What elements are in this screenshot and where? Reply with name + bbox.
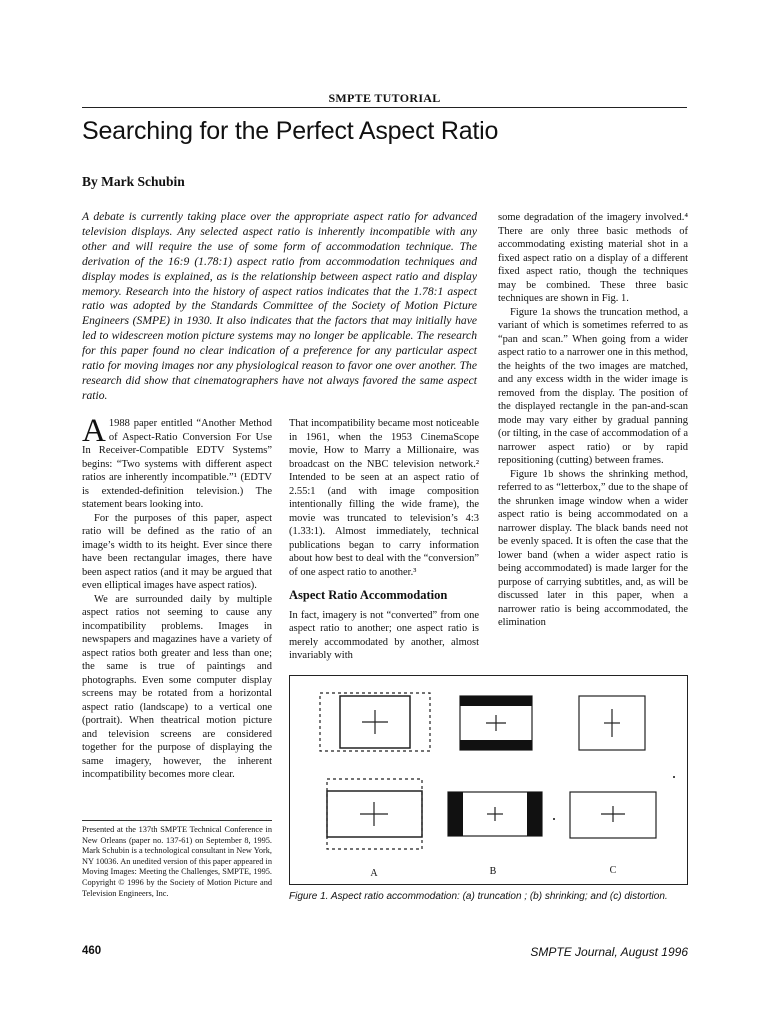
paragraph [82, 413, 272, 512]
drop-cap: A [82, 413, 106, 449]
footnote-rule [82, 820, 272, 821]
label-c: C [609, 865, 617, 876]
page-number: 460 [82, 945, 102, 957]
section-heading: Aspect Ratio Accommodation [289, 588, 448, 602]
paragraph-text: 1988 paper entitled “Another Method of Aspect-Ratio Conversion For Use In Receiver-Compatible EDTV Systems” begins: “Two systems with different aspect ratios are inherently incompatible.”¹ (EDTV is extended-definition television.) The statement bears looking into. [82, 418, 272, 510]
author-byline: By Mark Schubin [82, 174, 185, 189]
stray-mark [673, 776, 675, 778]
journal-footer: SMPTE Journal, August 1996 [530, 945, 688, 959]
paragraph: some degradation of the imagery involved.⁴ There are only three basic methods of accommodating existing material shot in a fixed aspect ratio on a display of a different fixed aspect ratio, though the techniques may be combined. These three basic techniques are shown in Fig. 1. [498, 212, 688, 304]
label-a: A [370, 868, 378, 879]
figure-diagram [290, 676, 689, 886]
column-3 [498, 211, 688, 630]
footnote: Presented at the 137th SMPTE Technical Conference in New Orleans (paper no. 137-61) on September 8, 1995. Mark Schubin is a technological consultant in New York, NY 10036. An unedited version of this paper appeared in Moving Images: Meeting the Challenges, SMPTE, 1995. Copyright © 1996 by the Society of Motion Picture and Television Engineers, Inc. [82, 825, 272, 898]
pillarbox-right-band [527, 792, 542, 836]
paragraph: In fact, imagery is not “converted” from one aspect ratio to another; one aspect ratio is merely accommodated by another, almost invariably with [289, 609, 479, 661]
paragraph: For the purposes of this paper, aspect ratio will be defined as the ratio of an image’s width to its height. Ever since there have been rectangular images, there have been aspect ratios (and it may be argued that even elliptical images have aspect ratios). [82, 512, 272, 591]
label-b: B [489, 866, 497, 877]
abstract: A debate is currently taking place over the appropriate aspect ratio for advanced television displays. Any selected aspect ratio is inherently incompatible with any other and will require the use of some form of accommodation technique. The derivation of the 16:9 (1.78:1) aspect ratio from accommodation techniques and display modes is explained, as is the relationship between aspect ratio and display memory. Research into the history of aspect ratios indicates that the 1.78:1 aspect ratio was adopted by the Standards Committee of the Society of Motion Picture Engineers (SMPE) in 1930. It also indicates that the factors that may initially have led to widescreen motion picture systems may no longer be applicable. The research for this paper found no clear indication of a preference for any particular aspect ratio for moving images nor any physiological reason to favor one over another. The research did show that cinematographers have not always favored the same aspect ratio. [82, 210, 477, 402]
column-1 [82, 413, 272, 782]
figure-1 [289, 675, 688, 885]
article-title: Searching for the Perfect Aspect Ratio [82, 117, 499, 145]
header-rule [82, 107, 687, 108]
column-2 [289, 417, 479, 663]
figure-caption: Figure 1. Aspect ratio accommodation: (a) truncation ; (b) shrinking; and (c) distortion. [289, 891, 668, 902]
paragraph: That incompatibility became most noticeable in 1961, when the 1953 CinemaScope movie, How to Marry a Millionaire, was broadcast on the NBC television network.² Intended to be seen at an aspect ratio of 2.55:1 (and with image composition intentionally filling the wide frame), the movie was truncated to television’s 4:3 (1.33:1). Almost immediately, technical publications began to carry information about how best to deal with the “conversion” of one aspect ratio to another.³ [289, 418, 479, 578]
paragraph: We are surrounded daily by multiple aspect ratios not seeming to cause any incompatibility problems. Images in newspapers and magazines have a variety of aspect ratios both greater and less than one; the same is true of paintings and photographs. Even some computer display screens may be rotated from a horizontal aspect ratio (landscape) to a vertical one (portrait). When theatrical motion picture and television screens are considered together for the purpose of displaying the same imagery, however, the inherent incompatibility becomes more clear. [82, 593, 272, 780]
paragraph: Figure 1a shows the truncation method, a variant of which is sometimes referred to as “pan and scan.” When going from a wider aspect ratio to a narrower one in this method, the heights of the two images are matched, and any excess width in the wider image is removed from the display. The position of the displayed rectangle in the pan-and-scan mode may vary either by gradual panning (or tilting, in the case of accommodation of a narrower aspect ratio) or by rapid repositioning (cutting) between frames. [498, 306, 688, 466]
letterbox-bottom-band [460, 740, 532, 750]
letterbox-top-band [460, 696, 532, 706]
stray-mark [553, 818, 555, 820]
pillarbox-left-band [448, 792, 463, 836]
section-header: SMPTE TUTORIAL [328, 91, 441, 105]
paragraph: Figure 1b shows the shrinking method, referred to as “letterbox,” due to the shape of the shrunken image window when a wider aspect ratio is being accommodated on a narrower display. The black bands need not be evenly spaced. It is often the case that the lower band (when a wider aspect ratio is being accommodated) is made larger for the purpose of carrying subtitles, and, as will be discussed later in this paper, when a narrower ratio is being accommodated, the elimination [498, 468, 688, 628]
